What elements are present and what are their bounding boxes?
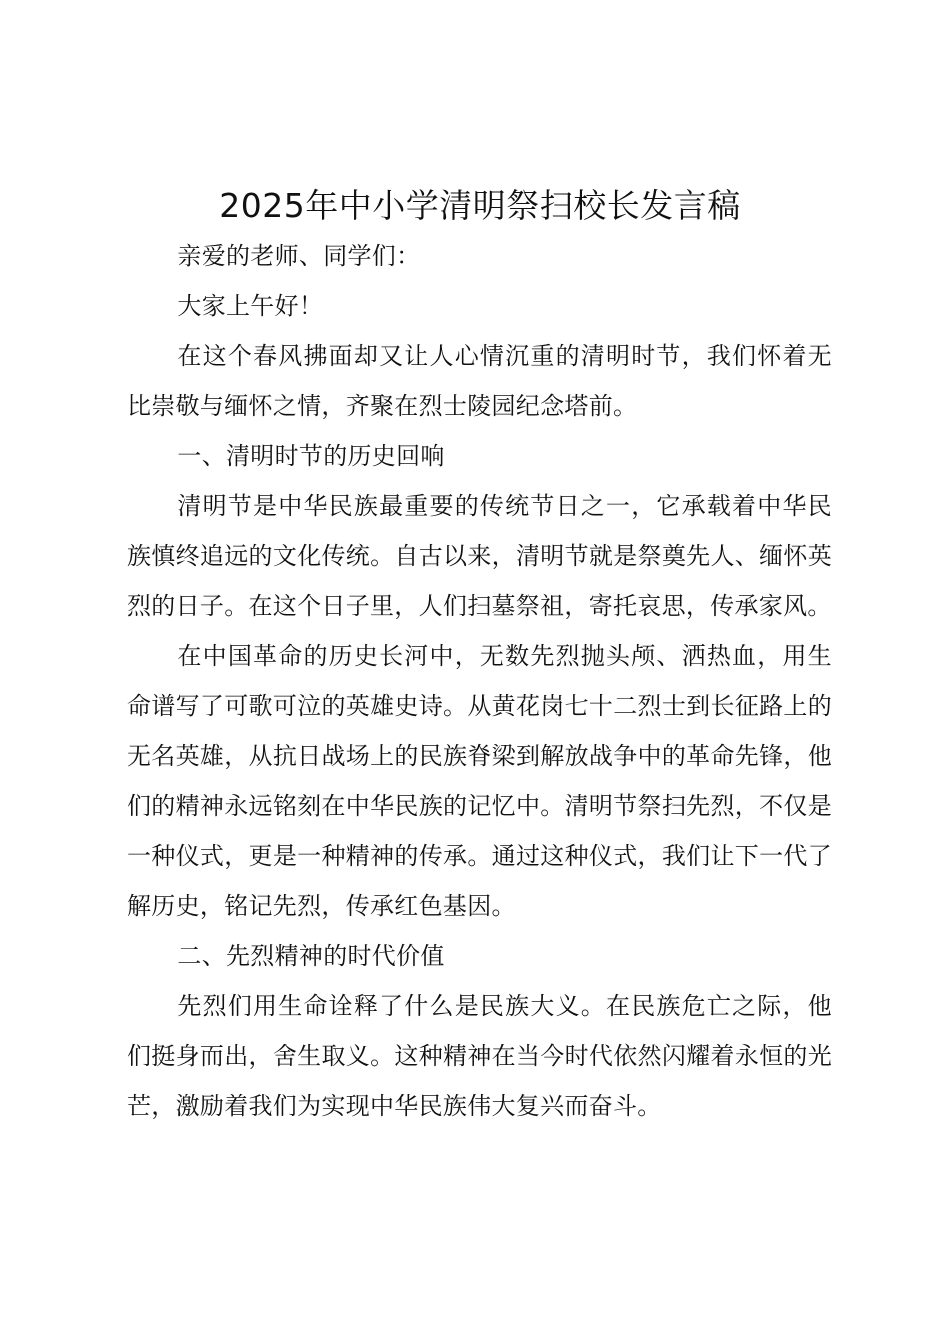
body-paragraph-3: 先烈们用生命诠释了什么是民族大义。在民族危亡之际，他们挺身而出，舍生取义。这种精神在当今时代依然闪耀着永恒的光芒，激励着我们为实现中华民族伟大复兴而奋斗。 [127,992,832,1120]
body-paragraph-2: 在中国革命的历史长河中，无数先烈抛头颅、洒热血，用生命谱写了可歌可泣的英雄史诗。从黄花岗七十二烈士到长征路上的无名英雄，从抗日战场上的民族脊梁到解放战争中的革命先锋，他们的精神永远铭刻在中华民族的记忆中。清明节祭扫先烈，不仅是一种仪式，更是一种精神的传承。通过这种仪式，我们让下一代了解历史，铭记先烈，传承红色基因。 [127,642,832,920]
document-body [127,231,832,1131]
document-title: 2025年中小学清明祭扫校长发言稿 [219,186,741,225]
section-heading-2: 二、先烈精神的时代价值 [177,942,445,970]
salutation: 亲爱的老师、同学们： [177,242,421,270]
intro-paragraph: 在这个春风拂面却又让人心情沉重的清明时节，我们怀着无比崇敬与缅怀之情，齐聚在烈士陵园纪念塔前。 [127,342,832,420]
body-paragraph-1: 清明节是中华民族最重要的传统节日之一，它承载着中华民族慎终追远的文化传统。自古以来，清明节就是祭奠先人、缅怀英烈的日子。在这个日子里，人们扫墓祭祖，寄托哀思，传承家风。 [127,492,832,620]
section-heading-1: 一、清明时节的历史回响 [177,442,445,470]
greeting: 大家上午好！ [177,292,324,320]
